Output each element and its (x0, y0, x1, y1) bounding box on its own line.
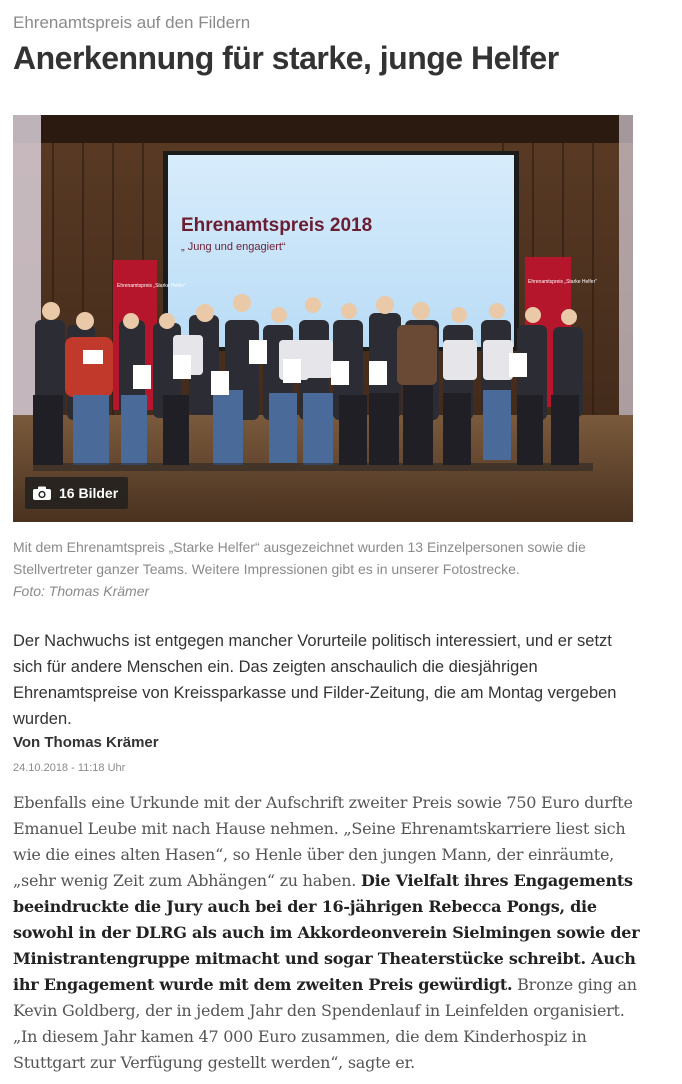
lead-image[interactable] (13, 115, 633, 522)
camera-icon (33, 486, 51, 500)
caption-text: Mit dem Ehrenamtspreis „Starke Helfer“ ausgezeichnet wurden 13 Einzelpersonen sowie die Stellvertreter ganzer Teams. Weitere Impressionen gibt es in unserer Fotostrecke. (13, 539, 586, 577)
article-kicker: Ehrenamtspreis auf den Fildern (13, 13, 251, 32)
banner-right-text: Ehrenamtspreis „Starke Helfer“ (528, 279, 597, 285)
body-text-2: Bronze ging an Kevin Goldberg, der in jedem Jahr den Spendenlauf in Leinfelden organisiert. „In diesem Jahr kamen 47 000 Euro zusammen, die dem Kinderhospiz in Stuttgart zur Verfügung gestellt werden“, sagte er. (13, 975, 637, 1072)
article-lead: Der Nachwuchs ist entgegen mancher Vorurteile politisch interessiert, und er setzt sich für andere Menschen ein. Das zeigten anschaulich die diesjährigen Ehrenamtspreise von Kreissparkasse und Filder-Zeitung, die am Montag vergeben wurden. (13, 632, 617, 728)
article-headline: Anerkennung für starke, junge Helfer (13, 40, 559, 76)
publish-date: 24.10.2018 - 11:18 Uhr (13, 762, 126, 774)
award-group-photo (13, 115, 633, 522)
article-body (13, 790, 641, 1076)
image-caption (13, 536, 633, 602)
screen-subtitle: „ Jung und engagiert“ (181, 241, 286, 253)
photo-credit: Foto: Thomas Krämer (13, 583, 150, 599)
screen-title: Ehrenamtspreis 2018 (181, 215, 373, 236)
body-text-bold: Die Vielfalt ihres Engagements beeindruckte die Jury auch bei der 16-jährigen Rebecca Pongs, die sowohl in der DLRG als auch im Akkordeonverein Sielmingen sowie der Ministrantengruppe mitmacht und sogar Theaterstücke schreibt. Auch ihr Engagement wurde mit dem zweiten Preis gewürdigt. (13, 871, 640, 994)
gallery-button[interactable] (25, 477, 128, 509)
banner-left-text: Ehrenamtspreis „Starke Helfer“ (117, 283, 186, 289)
gallery-count: 16 Bilder (59, 485, 119, 501)
author-byline[interactable]: Von Thomas Krämer (13, 734, 159, 751)
body-text-1: Ebenfalls eine Urkunde mit der Aufschrift zweiter Preis sowie 750 Euro durfte Emanuel Leube mit nach Hause nehmen. „Seine Ehrenamtskarriere liest sich wie die eines alten Hasen“, so Henle über den jungen Mann, der einräumte, „sehr wenig Zeit zum Abhängen“ zu haben. (13, 793, 633, 890)
